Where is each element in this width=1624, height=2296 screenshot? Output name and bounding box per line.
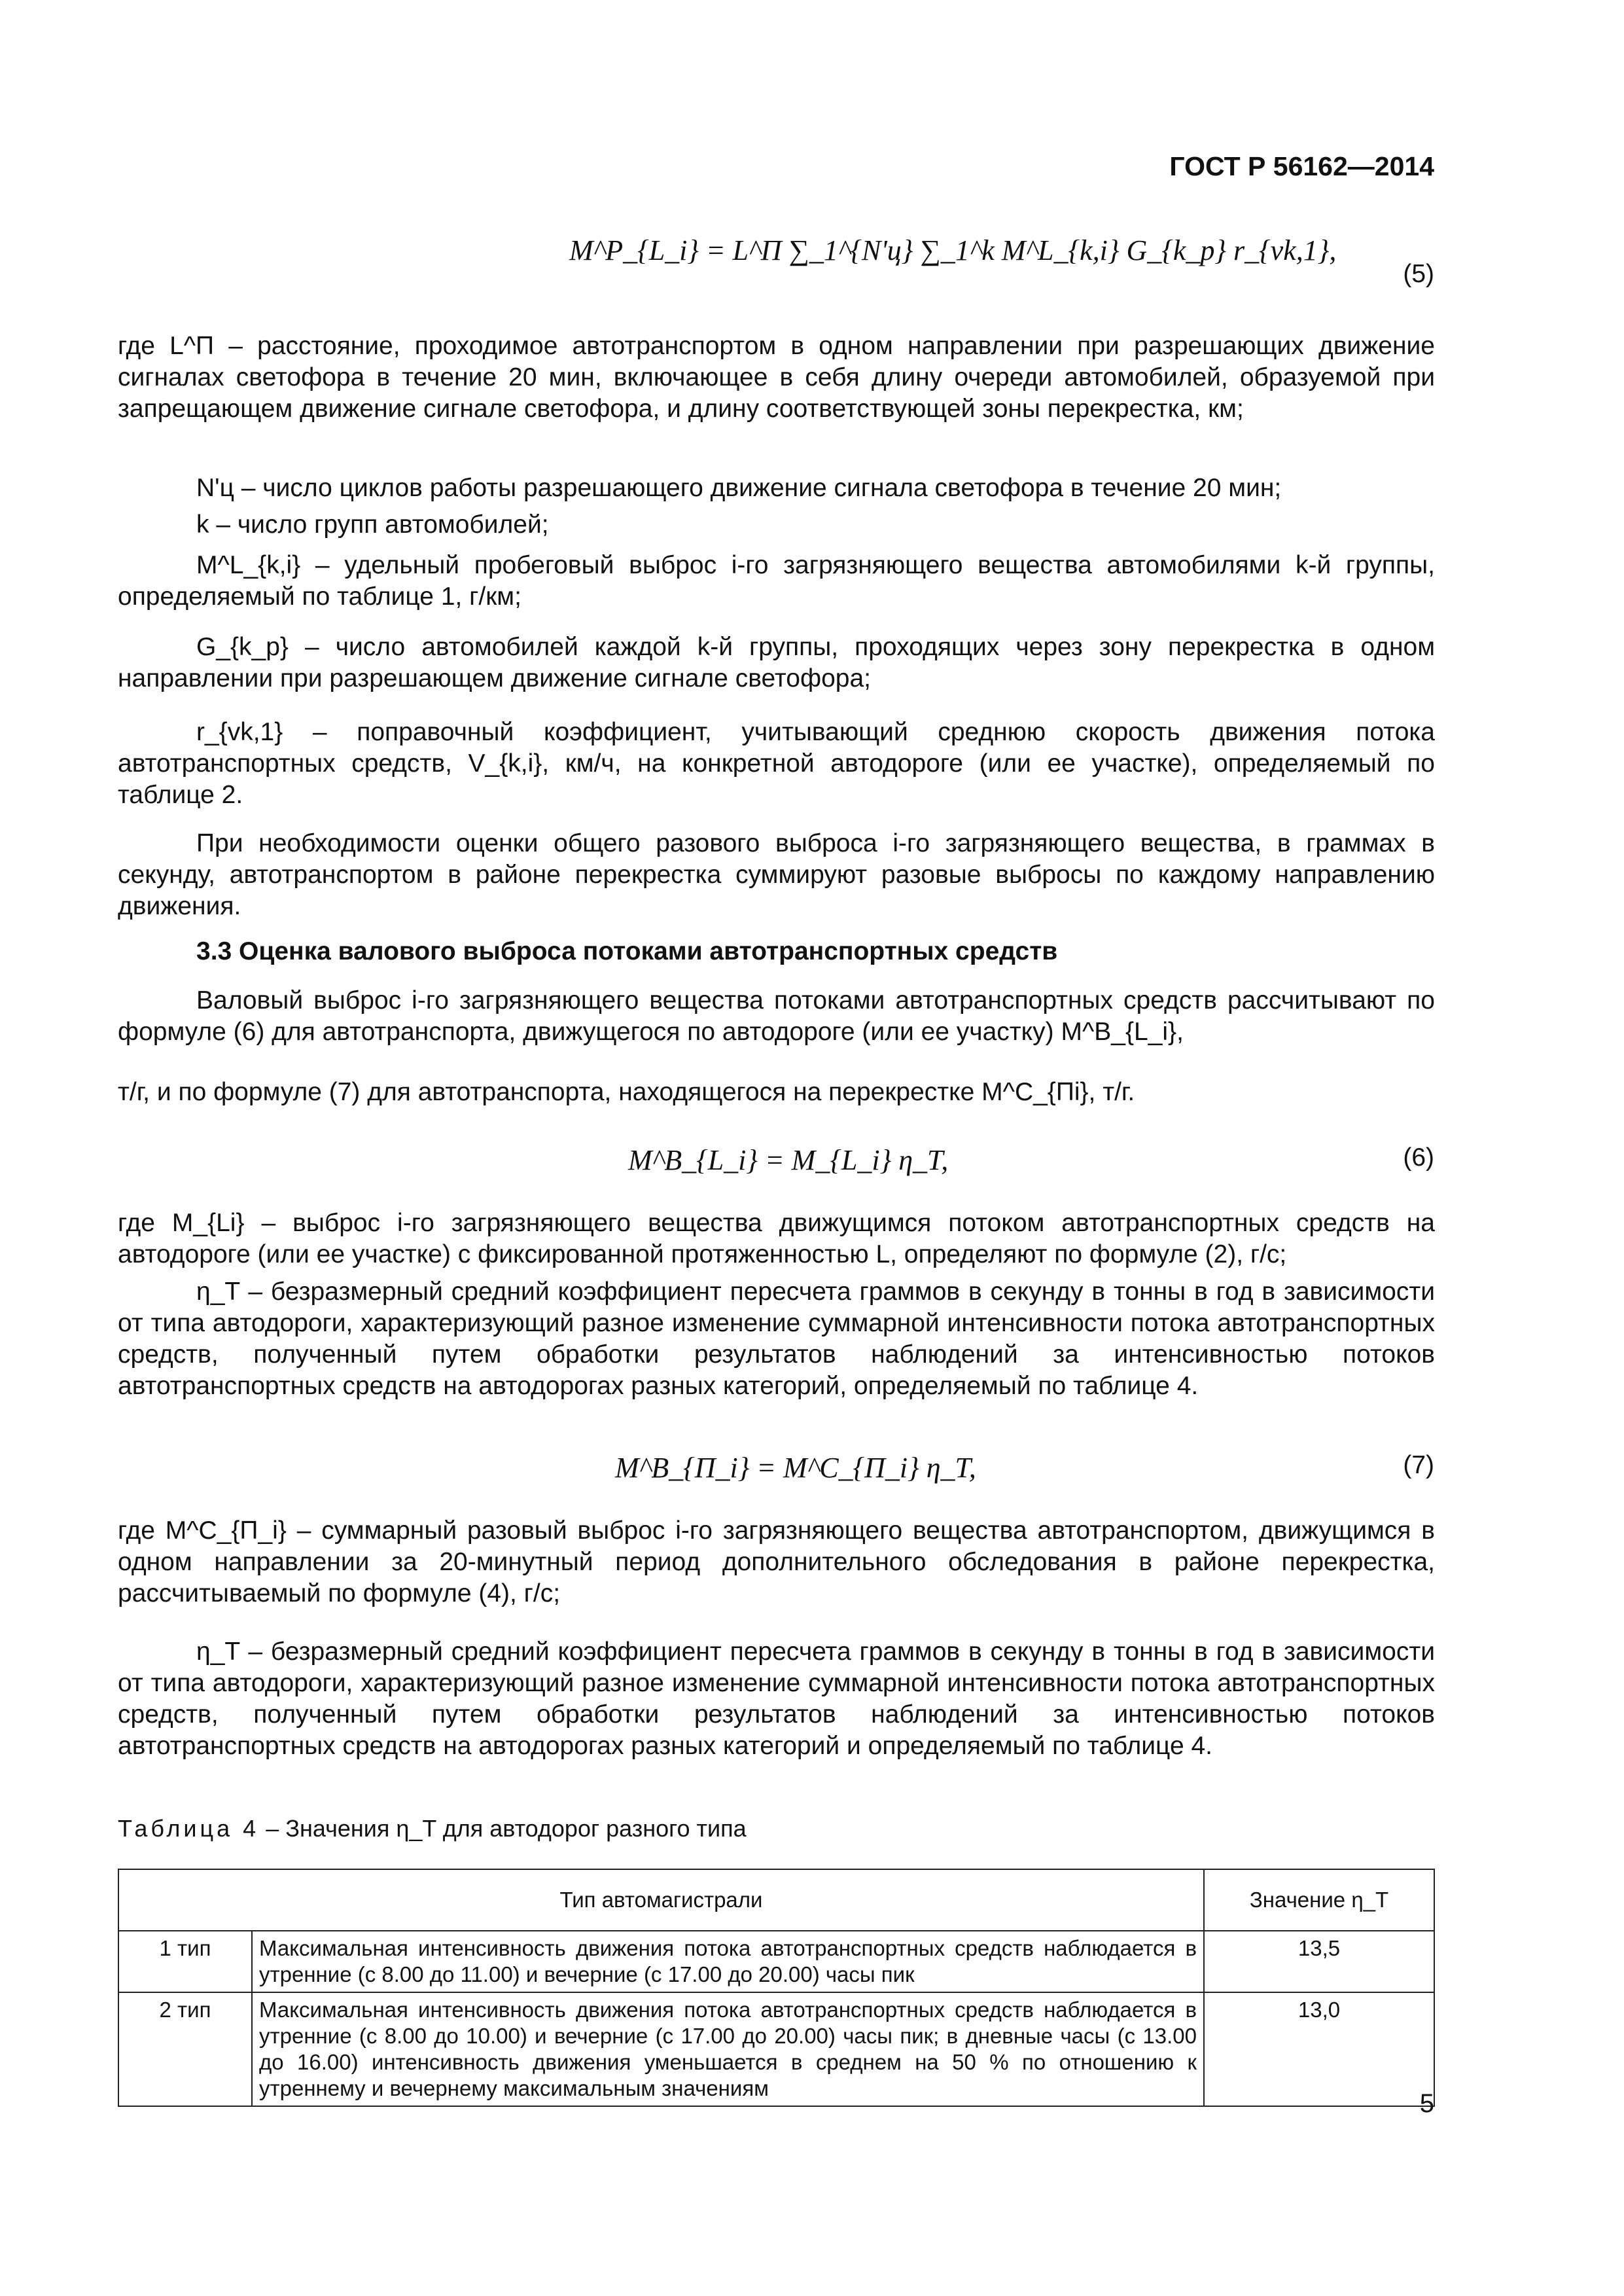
table-row: [118, 1992, 1434, 2106]
formula-7: [615, 1450, 976, 1484]
table-row: [118, 1931, 1434, 1992]
definition-etaT-2: η_T – безразмерный средний коэффициент пересчета граммов в секунду в тонны в год в зависимости от типа автодороги, характеризующий разное изменение суммарной интенсивности потока автотранспортных средств, полученный путем обработки результатов наблюдений за интенсивностью потоков автотранспортных средств на автодорогах разных категорий и определяемый по таблице 4.: [118, 1638, 1435, 1760]
paragraph-valovy-cont: т/г, и по формуле (7) для автотранспорта, находящегося на перекрестке M^C_{Пi}, т/г.: [118, 1078, 1135, 1106]
definition-MLi: где M_{Li} – выброс i-го загрязняющего вещества движущимся потоком автотранспортных средств на автодороге (или ее участке) с фиксированной протяженностью L, определяют по формуле (2), г/с;: [118, 1209, 1435, 1268]
definition-MCPi: где M^C_{П_i} – суммарный разовый выброс i-го загрязняющего вещества автотранспортом, движущимся в одном направлении за 20-минутный период дополнительного обследования в районе перекрестка, рассчитываемый по формуле (4), г/с;: [118, 1516, 1435, 1607]
table-4-caption: [118, 1813, 747, 1844]
formula-7-number: (7): [1403, 1451, 1434, 1479]
definition-Gkp: G_{k_p} – число автомобилей каждой k-й группы, проходящих через зону перекрестка в одном направлении при разрешающем движение сигнале светофора;: [118, 633, 1435, 692]
row-2-value: 13,0: [1204, 1992, 1434, 2106]
definition-etaT-1: η_T – безразмерный средний коэффициент пересчета граммов в секунду в тонны в год в зависимости от типа автодороги, характеризующий разное изменение суммарной интенсивности потока автотранспортных средств, полученный путем обработки результатов наблюдений за интенсивностью потоков автотранспортных средств на автодорогах разных категорий, определяемый по таблице 4.: [118, 1278, 1435, 1400]
section-heading-3-3: 3.3 Оценка валового выброса потоками автотранспортных средств: [196, 937, 1058, 965]
table-4-caption-text: – Значения η_T для автодорог разного типа: [259, 1815, 747, 1842]
definition-MLki: M^L_{k,i} – удельный пробеговый выброс i-го загрязняющего вещества автомобилями k-й группы, определяемый по таблице 1, г/км;: [118, 551, 1435, 611]
formula-6: [628, 1142, 948, 1176]
formula-6-expression: M^B_{L_i} = M_{L_i} η_T,: [628, 1144, 949, 1176]
table-4-caption-word: Таблица 4: [118, 1815, 260, 1842]
header-road-type: Тип автомагистрали: [118, 1869, 1204, 1931]
row-2-description: Максимальная интенсивность движения потока автотранспортных средств наблюдается в утренние (с 8.00 до 10.00) и вечерние (с 17.00 до 20.00) часы пик; в дневные часы (с 13.00 до 16.00) интенсивность движения уменьшается в среднем на 50 % по отношению к утреннему и вечернему максимальным значениям: [252, 1992, 1204, 2106]
row-2-type: 2 тип: [118, 1992, 252, 2106]
page-number: 5: [1419, 2089, 1434, 2118]
paragraph-valovy: Валовый выброс i-го загрязняющего вещества потоками автотранспортных средств рассчитывают по формуле (6) для автотранспорта, движущегося по автодороге (или ее участку) M^B_{L_i},: [118, 986, 1435, 1046]
formula-5: [569, 232, 1336, 266]
formula-5-number: (5): [1403, 260, 1434, 288]
formula-7-expression: M^B_{П_i} = M^C_{П_i} η_T,: [615, 1452, 976, 1484]
table-header-row: [118, 1869, 1434, 1931]
header-value: Значение η_T: [1204, 1869, 1434, 1931]
formula-6-number: (6): [1403, 1143, 1434, 1172]
definition-rvk: r_{vk,1} – поправочный коэффициент, учитывающий среднюю скорость движения потока автотранспортных средств, V_{k,i}, км/ч, на конкретной автодороге (или ее участке), определяемый по таблице 2.: [118, 718, 1435, 809]
document-id: ГОСТ Р 56162—2014: [1169, 151, 1434, 181]
row-1-type: 1 тип: [118, 1931, 252, 1992]
paragraph-total-emission: При необходимости оценки общего разового выброса i-го загрязняющего вещества, в граммах в секунду, автотранспортом в районе перекрестка суммируют разовые выбросы по каждому направлению движения.: [118, 829, 1435, 920]
row-1-description: Максимальная интенсивность движения потока автотранспортных средств наблюдается в утренние (с 8.00 до 11.00) и вечерние (с 17.00 до 20.00) часы пик: [252, 1931, 1204, 1992]
definition-Nc: N'ц – число циклов работы разрешающего движение сигнала светофора в течение 20 мин;: [196, 474, 1282, 502]
formula-5-expression: M^P_{L_i} = L^П ∑_1^{N'ц} ∑_1^k M^L_{k,i} G_{k_p} r_{vk,1},: [569, 234, 1337, 266]
table-4: [118, 1869, 1435, 2107]
definition-L: где L^П – расстояние, проходимое автотранспортом в одном направлении при разрешающих движение сигналах светофора в течение 20 мин, включающее в себя длину очереди автомобилей, образуемой при запрещающем движение сигнале светофора, и длину соответствующей зоны перекрестка, км;: [118, 332, 1435, 423]
row-1-value: 13,5: [1204, 1931, 1434, 1992]
definition-k: k – число групп автомобилей;: [196, 511, 549, 539]
